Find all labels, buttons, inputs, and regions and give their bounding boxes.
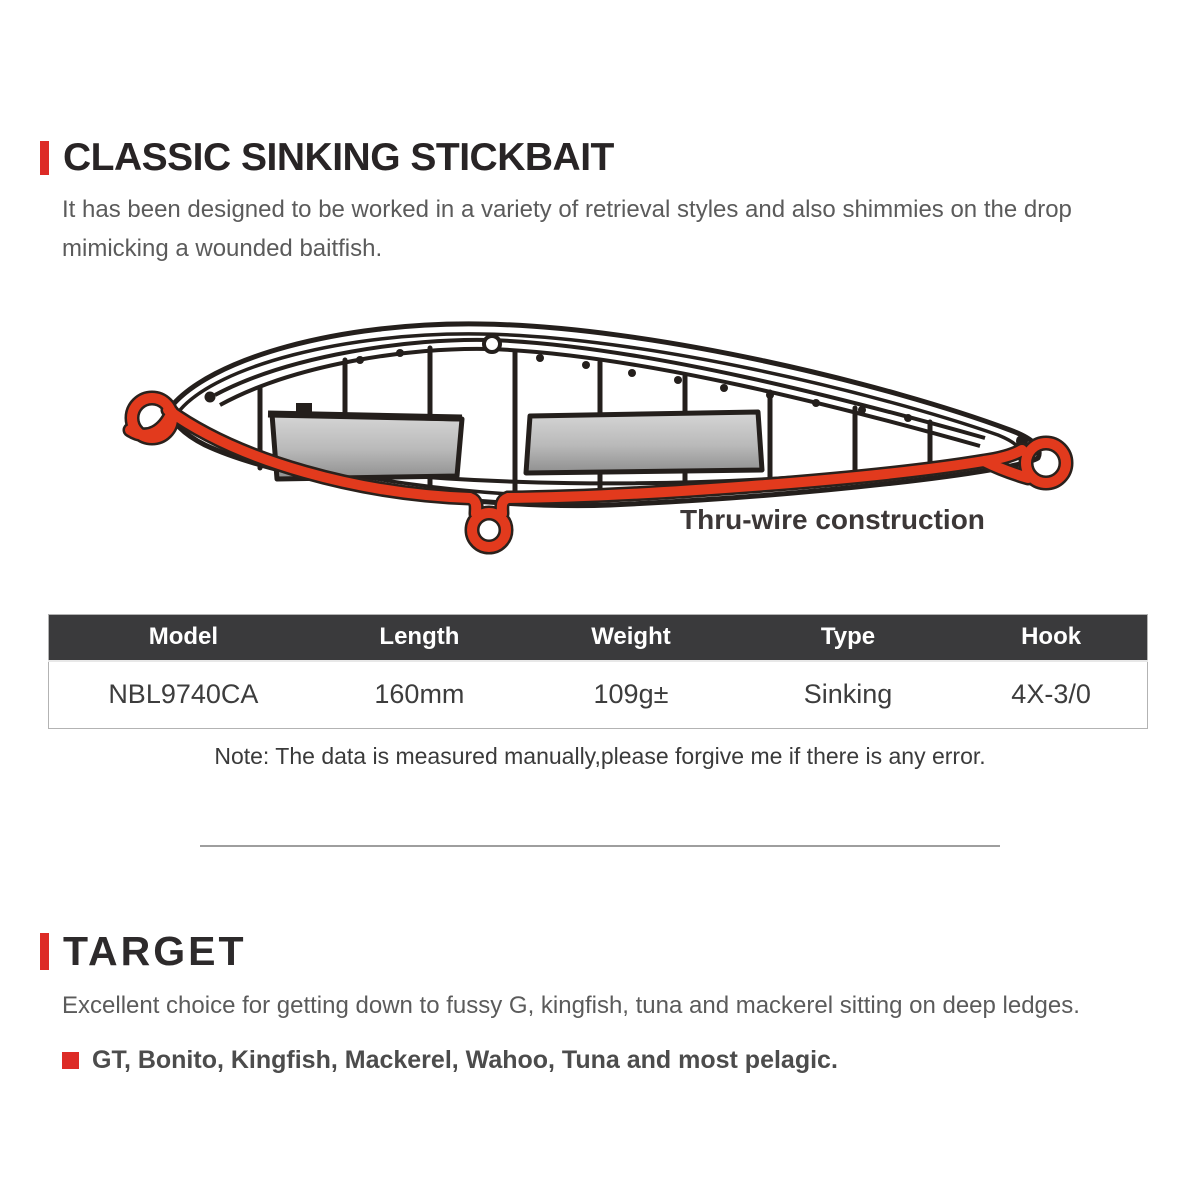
accent-bar-icon [40, 933, 49, 970]
target-species-item [62, 1046, 838, 1075]
page-header [40, 136, 614, 180]
col-header-weight: Weight [521, 615, 741, 661]
table-row [49, 661, 1148, 729]
measurement-note: Note: The data is measured manually,please forgive me if there is any error. [214, 743, 986, 769]
stickbait-cutaway-drawing [110, 300, 1090, 600]
cell-length: 160mm [318, 661, 521, 729]
diagram-label: Thru-wire construction [680, 504, 985, 535]
col-header-length: Length [318, 615, 521, 661]
cell-type: Sinking [741, 661, 955, 729]
accent-bar-icon [40, 141, 49, 175]
target-title: TARGET [63, 928, 247, 974]
bullet-square-icon [62, 1052, 79, 1069]
col-header-hook: Hook [955, 615, 1147, 661]
col-header-type: Type [741, 615, 955, 661]
target-species-list: GT, Bonito, Kingfish, Mackerel, Wahoo, Tuna and most pelagic. [92, 1046, 838, 1074]
target-description: Excellent choice for getting down to fussy G, kingfish, tuna and mackerel sitting on deep ledges. [62, 992, 1080, 1019]
target-header [40, 928, 247, 975]
cell-model: NBL9740CA [49, 661, 318, 729]
spec-table-header [49, 615, 1148, 661]
section-divider [200, 845, 1000, 847]
spec-table [48, 614, 1148, 729]
product-description: It has been designed to be worked in a variety of retrieval styles and also shimmies on the drop mimicking a wounded baitfish. [62, 196, 1072, 262]
cell-hook: 4X-3/0 [955, 661, 1147, 729]
col-header-model: Model [49, 615, 318, 661]
page-title: CLASSIC SINKING STICKBAIT [63, 136, 614, 179]
thru-wire-diagram [110, 300, 1090, 600]
cell-weight: 109g± [521, 661, 741, 729]
